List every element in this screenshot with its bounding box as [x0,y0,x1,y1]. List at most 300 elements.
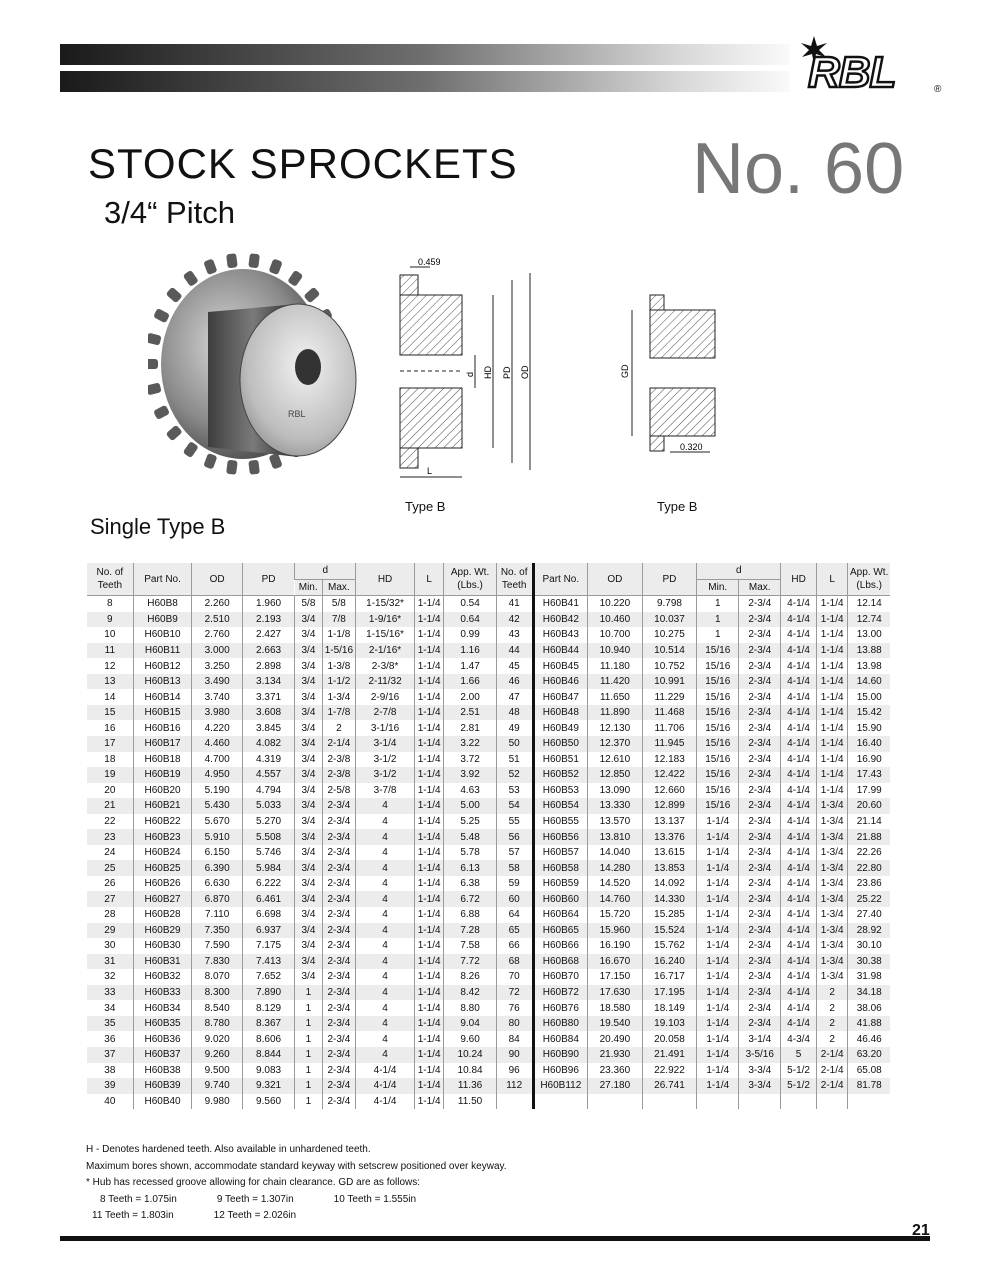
cell-hd: 4-1/4 [781,783,817,799]
cell-part-no: H60B56 [533,829,588,845]
cell-part-no: H60B9 [133,612,192,628]
cell-hd: 4 [356,938,415,954]
cell-weight: 38.06 [848,1000,890,1016]
cell-bore-min: 1-1/4 [697,907,739,923]
cell-od: 27.180 [588,1078,643,1094]
cell-length: 1-1/4 [414,798,443,814]
cell-od: 2.760 [192,627,242,643]
registered-icon: ® [934,84,942,95]
cell-teeth: 51 [496,752,533,768]
cell-teeth: 23 [87,829,133,845]
cell-pd: 12.183 [642,752,697,768]
section-title: Single Type B [90,514,226,539]
cell-teeth: 41 [496,596,533,612]
cell-bore-max: 2-3/8 [322,752,356,768]
cell-teeth: 9 [87,612,133,628]
cell-bore-min: 15/16 [697,752,739,768]
cell-pd: 8.129 [242,1000,294,1016]
cell-part-no: H60B10 [133,627,192,643]
table-row [87,1063,890,1079]
cell-length: 1-1/4 [414,814,443,830]
cell-bore-max: 2-3/4 [739,720,781,736]
cell-pd: 9.560 [242,1094,294,1110]
cell-od: 18.580 [588,1000,643,1016]
cell-bore-min: 15/16 [697,705,739,721]
cell-hd: 4-1/4 [781,658,817,674]
cell-pd: 3.134 [242,674,294,690]
cell-od: 14.280 [588,860,643,876]
cell-bore-min: 3/4 [295,923,322,939]
cell-bore-max [739,1094,781,1110]
table-row [87,907,890,923]
cell-bore-max: 2-3/4 [322,891,356,907]
cell-length: 1-1/4 [414,705,443,721]
cell-bore-min: 1-1/4 [697,829,739,845]
cell-pd: 20.058 [642,1031,697,1047]
cell-bore-min: 1 [295,1094,322,1110]
cell-hd: 4-1/4 [781,752,817,768]
note-max-bore: Maximum bores shown, accommodate standard keyway with setscrew positioned over keyway. [86,1160,507,1172]
cell-teeth: 49 [496,720,533,736]
cell-part-no: H60B26 [133,876,192,892]
cell-length: 1-1/4 [414,627,443,643]
table-row [87,674,890,690]
cell-bore-max: 2-3/4 [322,860,356,876]
cell-bore-max: 2 [322,720,356,736]
section-drawing-left [390,255,560,485]
cell-length: 2 [816,1016,847,1032]
cell-bore-min: 3/4 [295,954,322,970]
cell-od: 10.700 [588,627,643,643]
cell-pd: 2.427 [242,627,294,643]
cell-bore-min: 15/16 [697,767,739,783]
cell-teeth: 38 [104,1064,116,1076]
cell-length: 1-1/4 [414,845,443,861]
cell-part-no: H60B29 [133,923,192,939]
cell-hd: 5-1/2 [781,1063,817,1079]
table-row [87,798,890,814]
cell-bore-max: 2-3/4 [739,938,781,954]
cell-teeth: 112 [496,1078,533,1094]
cell-bore-max: 1-5/16 [322,643,356,659]
cell-length: 1-1/4 [414,938,443,954]
cell-part-no: H60B51 [533,752,588,768]
cell-part-no: H60B11 [133,643,192,659]
cell-length: 1-1/4 [414,767,443,783]
cell-weight: 8.26 [444,969,496,985]
cell-bore-max: 2-3/4 [322,845,356,861]
cell-bore-min: 3/4 [295,938,322,954]
cell-weight: 6.72 [444,891,496,907]
cell-bore-min: 15/16 [697,689,739,705]
cell-bore-min: 1-1/4 [697,891,739,907]
dim-groove-width: 0.320 [680,442,703,452]
cell-pd: 10.752 [642,658,697,674]
cell-bore-min: 1-1/4 [697,969,739,985]
cell-length: 1-1/4 [816,674,847,690]
cell-od: 11.180 [588,658,643,674]
gd-value: 10 Teeth = 1.555in [333,1193,417,1205]
cell-hd: 4-1/4 [781,596,817,612]
cell-teeth: 65 [496,923,533,939]
cell-part-no: H60B90 [533,1047,588,1063]
cell-pd: 10.991 [642,674,697,690]
table-row [87,860,890,876]
cell-pd: 17.195 [642,985,697,1001]
cell-bore-min: 3/4 [295,674,322,690]
cell-length: 1-1/4 [414,969,443,985]
cell-length: 1-1/4 [414,658,443,674]
cell-teeth: 57 [496,845,533,861]
cell-od: 12.610 [588,752,643,768]
cell-bore-min: 3/4 [295,798,322,814]
cell-bore-max: 2-3/4 [739,658,781,674]
cell-pd: 5.508 [242,829,294,845]
header-bar-top [60,44,790,65]
cell-weight: 9.60 [444,1031,496,1047]
col-bore: d [295,563,356,579]
cell-od: 3.490 [192,674,242,690]
cell-od: 7.110 [192,907,242,923]
cell-weight: 3.92 [444,767,496,783]
cell-pd: 11.945 [642,736,697,752]
cell-length: 1-1/4 [414,736,443,752]
cell-bore-min: 1-1/4 [697,860,739,876]
cell-part-no: H60B54 [533,798,588,814]
cell-bore-max: 2-3/4 [322,1094,356,1110]
cell-weight: 16.90 [848,752,890,768]
cell-weight: 21.88 [848,829,890,845]
table-row [87,891,890,907]
cell-length: 1-1/4 [414,907,443,923]
cell-od: 23.360 [588,1063,643,1079]
cell-weight: 22.26 [848,845,890,861]
cell-pd: 1.960 [242,596,294,612]
cell-hd: 3-1/2 [356,767,415,783]
cell-teeth: 24 [104,847,116,859]
cell-weight: 5.78 [444,845,496,861]
cell-bore-min: 3/4 [295,907,322,923]
cell-length: 1-3/4 [816,923,847,939]
cell-hd: 3-1/16 [356,720,415,736]
cell-hd: 4-1/4 [781,643,817,659]
cell-bore-min: 3/4 [295,720,322,736]
cell-od: 7.590 [192,938,242,954]
cell-weight: 1.47 [444,658,496,674]
cell-teeth: 13 [87,674,133,690]
table-row [87,689,890,705]
cell-weight: 13.88 [848,643,890,659]
cell-part-no: H60B23 [133,829,192,845]
cell-weight: 15.42 [848,705,890,721]
note-hub-groove: * Hub has recessed groove allowing for chain clearance. GD are as follows: [86,1177,421,1188]
cell-pd: 4.557 [242,767,294,783]
cell-part-no: H60B8 [133,596,192,612]
cell-pd: 11.229 [642,689,697,705]
col-bore-max: Max. [739,579,781,596]
cell-teeth [496,1094,533,1110]
cell-bore-min: 15/16 [697,736,739,752]
cell-bore-max: 2-3/4 [739,752,781,768]
cell-bore-min: 3/4 [295,752,322,768]
cell-weight: 12.14 [848,596,890,612]
cell-length: 1-3/4 [816,891,847,907]
cell-teeth: 54 [496,798,533,814]
cell-length: 1-1/4 [414,1047,443,1063]
cell-part-no: H60B57 [533,845,588,861]
chain-number: No. 60 [692,129,905,209]
table-row [87,1016,890,1032]
cell-bore-max: 2-3/4 [739,627,781,643]
cell-part-no: H60B68 [533,954,588,970]
cell-hd: 4 [356,1047,415,1063]
cell-bore-min: 1 [295,985,322,1001]
cell-bore-max: 7/8 [322,612,356,628]
cell-teeth: 50 [496,736,533,752]
cell-teeth: 16 [104,722,116,734]
cell-weight: 10.84 [444,1063,496,1079]
cell-od: 14.760 [588,891,643,907]
cell-length: 1-1/4 [414,1000,443,1016]
table-row [87,1094,890,1110]
cell-od: 3.000 [192,643,242,659]
cell-od: 10.220 [588,596,643,612]
cell-weight: 12.74 [848,612,890,628]
brand-logo [800,32,950,102]
cell-pd: 10.275 [642,627,697,643]
gd-value: 8 Teeth = 1.075in [100,1193,177,1205]
cell-teeth: 43 [496,627,533,643]
cell-length: 1-3/4 [816,829,847,845]
table-row [87,1047,890,1063]
cell-pd: 5.033 [242,798,294,814]
cell-weight: 11.36 [444,1078,496,1094]
cell-hd: 4 [356,923,415,939]
cell-hd: 4 [356,907,415,923]
cell-bore-max: 3-3/4 [739,1063,781,1079]
table-row [87,752,890,768]
cell-weight: 6.88 [444,907,496,923]
cell-teeth: 55 [496,814,533,830]
cell-weight: 5.25 [444,814,496,830]
cell-bore-min: 1 [697,627,739,643]
cell-weight: 16.40 [848,736,890,752]
cell-part-no: H60B66 [533,938,588,954]
cell-part-no: H60B55 [533,814,588,830]
cell-length: 1-1/4 [414,860,443,876]
cell-hd: 2-11/32 [356,674,415,690]
cell-length: 2 [816,985,847,1001]
table-header [87,563,890,596]
cell-weight: 13.00 [848,627,890,643]
cell-bore-min: 15/16 [697,720,739,736]
cell-teeth: 22 [104,816,116,828]
cell-hd: 4-1/4 [781,798,817,814]
cell-hd: 1-15/32* [356,596,415,612]
cell-pd: 3.845 [242,720,294,736]
cell-bore-max: 3-5/16 [739,1047,781,1063]
cell-hd: 4-1/4 [781,1000,817,1016]
col-bore: d [697,563,781,579]
cell-pd: 3.608 [242,705,294,721]
cell-length: 1-1/4 [414,1063,443,1079]
cell-part-no: H60B112 [533,1078,588,1094]
cell-length: 1-3/4 [816,907,847,923]
cell-teeth: 46 [496,674,533,690]
cell-od: 5.910 [192,829,242,845]
cell-hd: 4-1/4 [781,938,817,954]
cell-weight: 63.20 [848,1047,890,1063]
cell-weight: 15.90 [848,720,890,736]
cell-part-no: H60B42 [533,612,588,628]
table-row [87,596,890,612]
cell-pd: 9.321 [242,1078,294,1094]
gd-value: 11 Teeth = 1.803in [92,1210,174,1221]
cell-bore-max: 2-3/4 [739,1000,781,1016]
cell-od: 16.670 [588,954,643,970]
cell-hd: 4-1/4 [781,907,817,923]
type-label-left: Type B [405,499,446,514]
col-hd: HD [356,563,415,596]
cell-hd: 4-1/4 [781,814,817,830]
cell-bore-max: 2-3/4 [739,612,781,628]
cell-hd: 4-1/4 [781,612,817,628]
dim-hub-diameter: HD [483,366,493,379]
cell-pd: 10.514 [642,643,697,659]
cell-length: 1-3/4 [816,845,847,861]
cell-weight: 7.72 [444,954,496,970]
cell-teeth: 34 [104,1002,116,1014]
cell-part-no: H60B48 [533,705,588,721]
cell-od: 19.540 [588,1016,643,1032]
cell-length: 1-1/4 [816,783,847,799]
cell-bore-max: 1-3/8 [322,658,356,674]
dim-length: L [427,466,433,476]
cell-weight: 9.04 [444,1016,496,1032]
cell-teeth: 48 [496,705,533,721]
cell-length: 1-1/4 [414,674,443,690]
cell-bore-max: 2-3/4 [739,845,781,861]
cell-weight: 28.92 [848,923,890,939]
dim-outside-diameter: OD [520,365,530,379]
cell-part-no: H60B18 [133,752,192,768]
cell-part-no: H60B72 [533,985,588,1001]
cell-hd: 4 [356,860,415,876]
cell-bore-max: 2-3/4 [739,876,781,892]
cell-bore-max: 2-3/4 [322,1047,356,1063]
col-length: L [414,563,443,596]
cell-part-no: H60B43 [533,627,588,643]
cell-pd: 6.461 [242,891,294,907]
cell-pd: 15.762 [642,938,697,954]
cell-bore-max: 2-3/4 [739,798,781,814]
cell-od: 6.390 [192,860,242,876]
table-row [87,985,890,1001]
cell-part-no: H60B80 [533,1016,588,1032]
cell-teeth: 26 [104,878,116,890]
cell-bore-min: 3/4 [295,643,322,659]
cell-length: 1-1/4 [414,596,443,612]
cell-part-no: H60B59 [533,876,588,892]
cell-teeth: 52 [496,767,533,783]
cell-bore-min: 5/8 [295,596,322,612]
cell-teeth: 58 [496,860,533,876]
cell-teeth: 96 [496,1063,533,1079]
cell-teeth: 25 [87,860,133,876]
cell-bore-max: 2-1/4 [322,736,356,752]
cell-hd: 5 [781,1047,817,1063]
cell-length: 1-1/4 [816,705,847,721]
cell-bore-min: 3/4 [295,689,322,705]
cell-bore-min: 15/16 [697,783,739,799]
col-od: OD [192,563,242,596]
cell-teeth: 44 [496,643,533,659]
cell-part-no: H60B35 [133,1016,192,1032]
cell-bore-max: 2-3/4 [739,985,781,1001]
cell-hd: 4 [356,954,415,970]
cell-bore-min: 3/4 [295,627,322,643]
cell-od: 8.070 [192,969,242,985]
cell-pd: 7.652 [242,969,294,985]
col-length: L [816,563,847,596]
cell-length: 1-1/4 [414,1031,443,1047]
cell-od: 6.150 [192,845,242,861]
cell-od: 7.830 [192,954,242,970]
cell-hd: 4 [356,814,415,830]
cell-od: 2.510 [192,612,242,628]
cell-weight: 23.86 [848,876,890,892]
cell-bore-max: 2-3/4 [739,596,781,612]
cell-od [588,1094,643,1110]
cell-weight: 30.10 [848,938,890,954]
cell-length: 1-1/4 [414,643,443,659]
cell-length: 1-1/4 [816,596,847,612]
cell-bore-min: 3/4 [295,658,322,674]
cell-weight: 14.60 [848,674,890,690]
cell-teeth: 60 [496,891,533,907]
cell-bore-max: 3-1/4 [739,1031,781,1047]
cell-bore-max: 2-3/4 [322,1016,356,1032]
cell-bore-max: 2-3/4 [322,798,356,814]
cell-length: 1-3/4 [816,938,847,954]
cell-weight: 5.48 [444,829,496,845]
cell-length: 1-1/4 [414,923,443,939]
cell-bore-max: 2-3/4 [739,1016,781,1032]
cell-part-no: H60B12 [133,658,192,674]
cell-bore-max: 1-3/4 [322,689,356,705]
table-row [87,627,890,643]
cell-teeth: 31 [87,954,133,970]
cell-bore-min: 3/4 [295,876,322,892]
cell-length [816,1094,847,1110]
cell-teeth: 36 [104,1033,116,1045]
cell-part-no: H60B20 [133,783,192,799]
dim-bore: d [465,371,475,377]
cell-part-no [533,1094,588,1110]
cell-hd: 1-15/16* [356,627,415,643]
cell-pd: 13.853 [642,860,697,876]
dim-groove-diameter: GD [620,364,630,378]
cell-od: 9.260 [192,1047,242,1063]
cell-hd: 4-1/4 [781,674,817,690]
cell-bore-min: 1 [295,1000,322,1016]
cell-bore-min: 1-1/4 [697,876,739,892]
cell-pd: 7.175 [242,938,294,954]
cell-length: 2-1/4 [816,1078,847,1094]
cell-bore-min: 1-1/4 [697,845,739,861]
cell-hd: 4-1/4 [781,1016,817,1032]
cell-hd: 3-7/8 [356,783,415,799]
